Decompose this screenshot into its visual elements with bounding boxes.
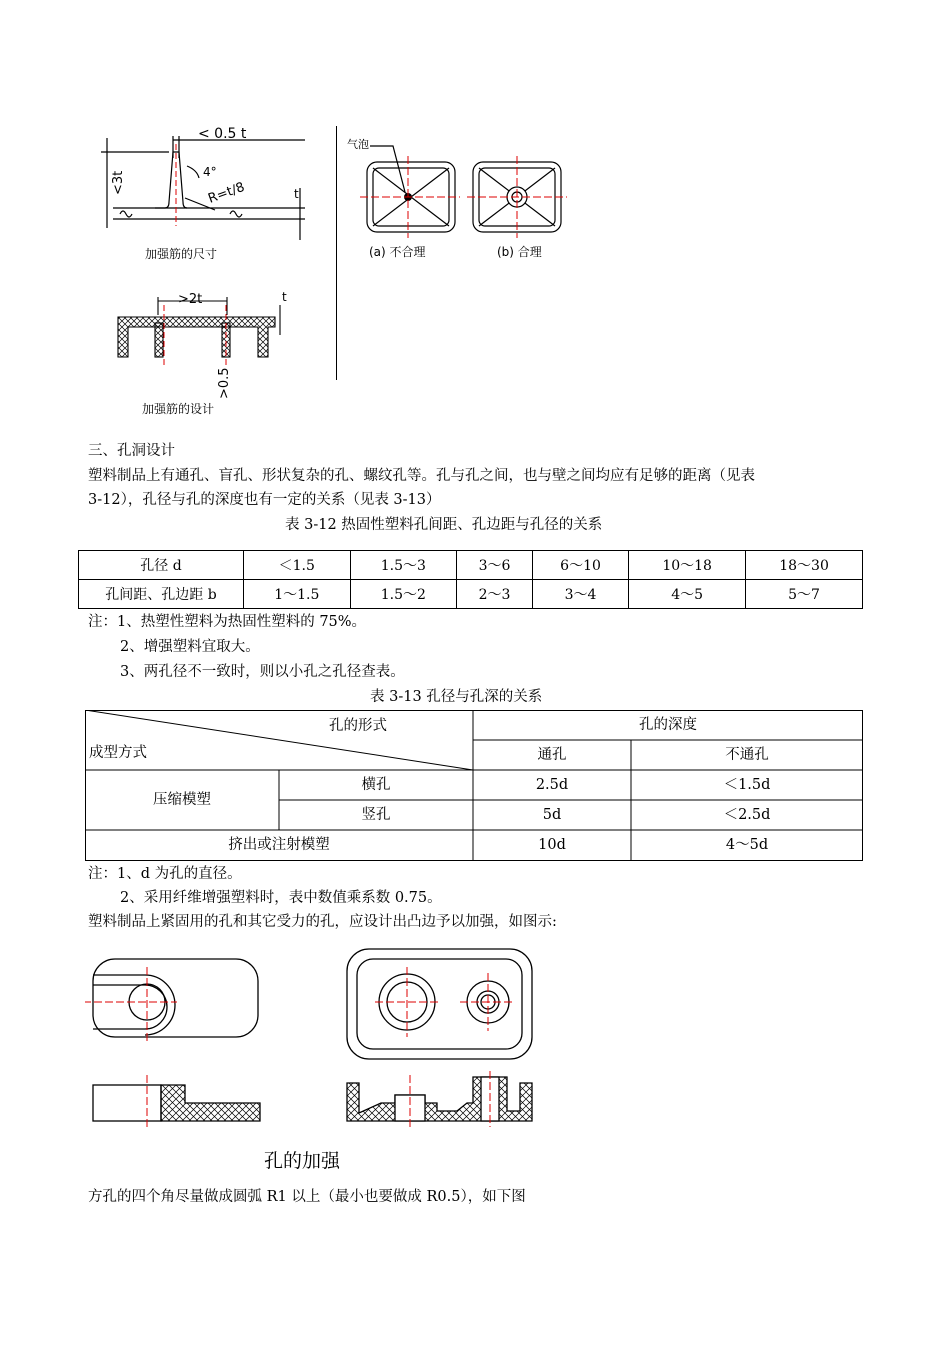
- design-dim-top: >2t: [178, 292, 203, 307]
- rib-design-figure: [110, 285, 310, 420]
- inject-cell: 挤出或注射模塑: [228, 837, 330, 853]
- table-cell: 18～30: [746, 551, 863, 580]
- para2: 塑料制品上紧固用的孔和其它受力的孔，应设计出凸边予以加强，如图示:: [88, 914, 557, 930]
- note2-2: 2、采用纤维增强塑料时，表中数值乘系数 0.75。: [120, 890, 442, 906]
- table1-title: 表 3-12 热固性塑料孔间距、孔边距与孔径的关系: [285, 517, 603, 533]
- blind-header: 不通孔: [725, 747, 769, 763]
- h-through-cell: 2.5d: [535, 777, 569, 793]
- dim-radius-label: R=t/8: [206, 179, 247, 207]
- design-dim-bottom: >0.5: [217, 367, 232, 399]
- hole-reinforce-caption: 孔的加强: [264, 1150, 341, 1172]
- h-blind-cell: ＜1.5d: [723, 777, 771, 793]
- para3: 方孔的四个角尽量做成圆弧 R1 以上（最小也要做成 R0.5），如下图: [88, 1189, 526, 1205]
- i-through-cell: 10d: [538, 837, 566, 853]
- diag-top: 孔的形式: [329, 718, 387, 734]
- table-cell: 6～10: [532, 551, 628, 580]
- table-3-13: [85, 710, 863, 861]
- table-cell: 3～6: [457, 551, 533, 580]
- vertical-cell: 竖孔: [361, 807, 391, 823]
- table-cell: ＜1.5: [244, 551, 351, 580]
- bubble-caption-a: (a) 不合理: [369, 245, 426, 259]
- design-dim-right: t: [282, 290, 287, 304]
- section-heading: 三、孔洞设计: [88, 443, 175, 459]
- table-cell: 3～4: [532, 580, 628, 609]
- table-cell: 2～3: [457, 580, 533, 609]
- table-3-12: [78, 550, 863, 609]
- table-cell: 4～5: [629, 580, 746, 609]
- table-cell: 孔径 d: [79, 551, 244, 580]
- table-cell: 1～1.5: [244, 580, 351, 609]
- dim-left-label: <3t: [111, 170, 126, 195]
- table-row: [79, 580, 863, 609]
- horizontal-cell: 横孔: [361, 777, 391, 793]
- compression-cell: 压缩模塑: [153, 792, 211, 808]
- dim-top-label: < 0.5 t: [198, 126, 247, 142]
- para1-line2: 3-12），孔径与孔的深度也有一定的关系（见表 3-13）: [88, 492, 441, 508]
- table-cell: 5～7: [746, 580, 863, 609]
- bubble-figure: [345, 130, 575, 270]
- diag-bottom: 成型方式: [89, 745, 147, 761]
- table-row: [79, 551, 863, 580]
- dim-angle-label: 4°: [203, 165, 217, 179]
- table2-title: 表 3-13 孔径与孔深的关系: [370, 689, 543, 705]
- dim-right-label: t: [294, 187, 299, 201]
- v-blind-cell: ＜2.5d: [723, 807, 771, 823]
- note1-2: 2、增强塑料宜取大。: [120, 639, 260, 655]
- bubble-label: 气泡: [347, 138, 369, 151]
- table-cell: 1.5～2: [350, 580, 457, 609]
- note1-1: 注：1、热塑性塑料为热固性塑料的 75%。: [88, 614, 367, 630]
- hole-reinforce-figure: [85, 945, 555, 1130]
- rib-size-figure: [95, 118, 320, 268]
- note1-3: 3、两孔径不一致时，则以小孔之孔径查表。: [120, 664, 405, 680]
- figure-divider: [336, 126, 337, 380]
- bubble-caption-b: (b) 合理: [497, 245, 542, 259]
- para1-line1: 塑料制品上有通孔、盲孔、形状复杂的孔、螺纹孔等。孔与孔之间，也与壁之间均应有足够的距离（见表: [88, 468, 755, 484]
- rib-size-caption: 加强筋的尺寸: [145, 247, 218, 261]
- table-cell: 1.5～3: [350, 551, 457, 580]
- v-through-cell: 5d: [542, 807, 562, 823]
- rib-design-caption: 加强筋的设计: [142, 402, 215, 416]
- through-header: 通孔: [537, 747, 567, 763]
- table-cell: 10～18: [629, 551, 746, 580]
- note2-1: 注：1、d 为孔的直径。: [88, 866, 242, 882]
- depth-header: 孔的深度: [639, 717, 697, 733]
- table-cell: 孔间距、孔边距 b: [79, 580, 244, 609]
- i-blind-cell: 4～5d: [725, 837, 769, 853]
